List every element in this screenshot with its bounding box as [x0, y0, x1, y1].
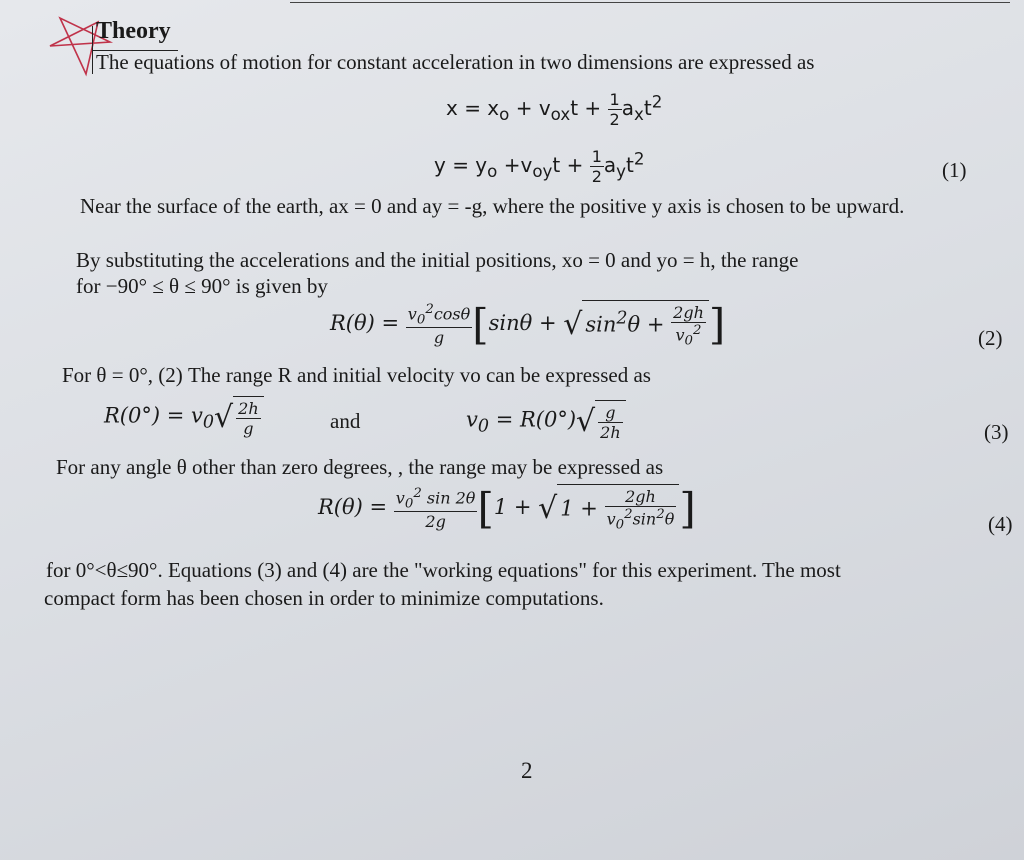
page-number: 2 — [521, 758, 533, 783]
equation-x: $x = x_o + v_{ox}t$ + $\frac{1}{2}$ $a_xt^2$ — [446, 90, 663, 129]
substituting-text-2: for −90° ≤ θ ≤ 90° is given by — [76, 274, 328, 298]
substituting-text-1: By substituting the accelerations and the initial positions, xo = 0 and yo = h, the range — [76, 248, 799, 272]
equation-4-number: (4) — [988, 512, 1013, 536]
equation-3-and: and — [330, 409, 361, 433]
equation-3a: $R(0^\circ) = v_0√$ $\frac{2h}{g}$ — [104, 396, 264, 438]
equation-1-number: (1) — [942, 158, 967, 182]
intro-text: The equations of motion for constant acceleration in two dimensions are expressed as — [96, 50, 815, 74]
section-heading: Theory — [96, 18, 171, 44]
any-angle-text: For any angle θ other than zero degrees, , the range may be expressed as — [56, 455, 664, 479]
equation-2-number: (2) — [978, 326, 1003, 350]
equation-3-number: (3) — [984, 420, 1009, 444]
near-surface-text: Near the surface of the earth, ax = 0 and ay = -g, where the positive y axis is chosen to be upward. — [80, 194, 905, 218]
conclusion-text-2: compact form has been chosen in order to minimize computations. — [44, 586, 604, 610]
top-rule — [290, 2, 1010, 3]
conclusion-text-1: for 0°<θ≤90°. Equations (3) and (4) are the "working equations" for this experiment. The most — [46, 558, 841, 582]
equation-3b: $v_0 = R(0^\circ)√$ $\frac{g}{2h}$ — [466, 400, 626, 442]
equation-y: $y = y_o +v_{oy}t$ + $\frac{1}{2}$ $a_yt^2$ — [434, 147, 645, 186]
equation-4: R(θ) = $\frac{v_0^2 \sin 2\theta}{2g}$ [1 + √ 1 + $\frac{2gh}{v_0^2\sin^2\theta}$ ] — [318, 484, 696, 533]
theta-zero-text: For θ = 0°, (2) The range R and initial velocity vo can be expressed as — [62, 363, 651, 387]
equation-2: R(θ) = $\frac{v_0^2\cos\theta}{g}$ [sinθ + √ $\sin^2\theta$ + $\frac{2gh}{v_0^2}$ ] — [330, 300, 726, 349]
